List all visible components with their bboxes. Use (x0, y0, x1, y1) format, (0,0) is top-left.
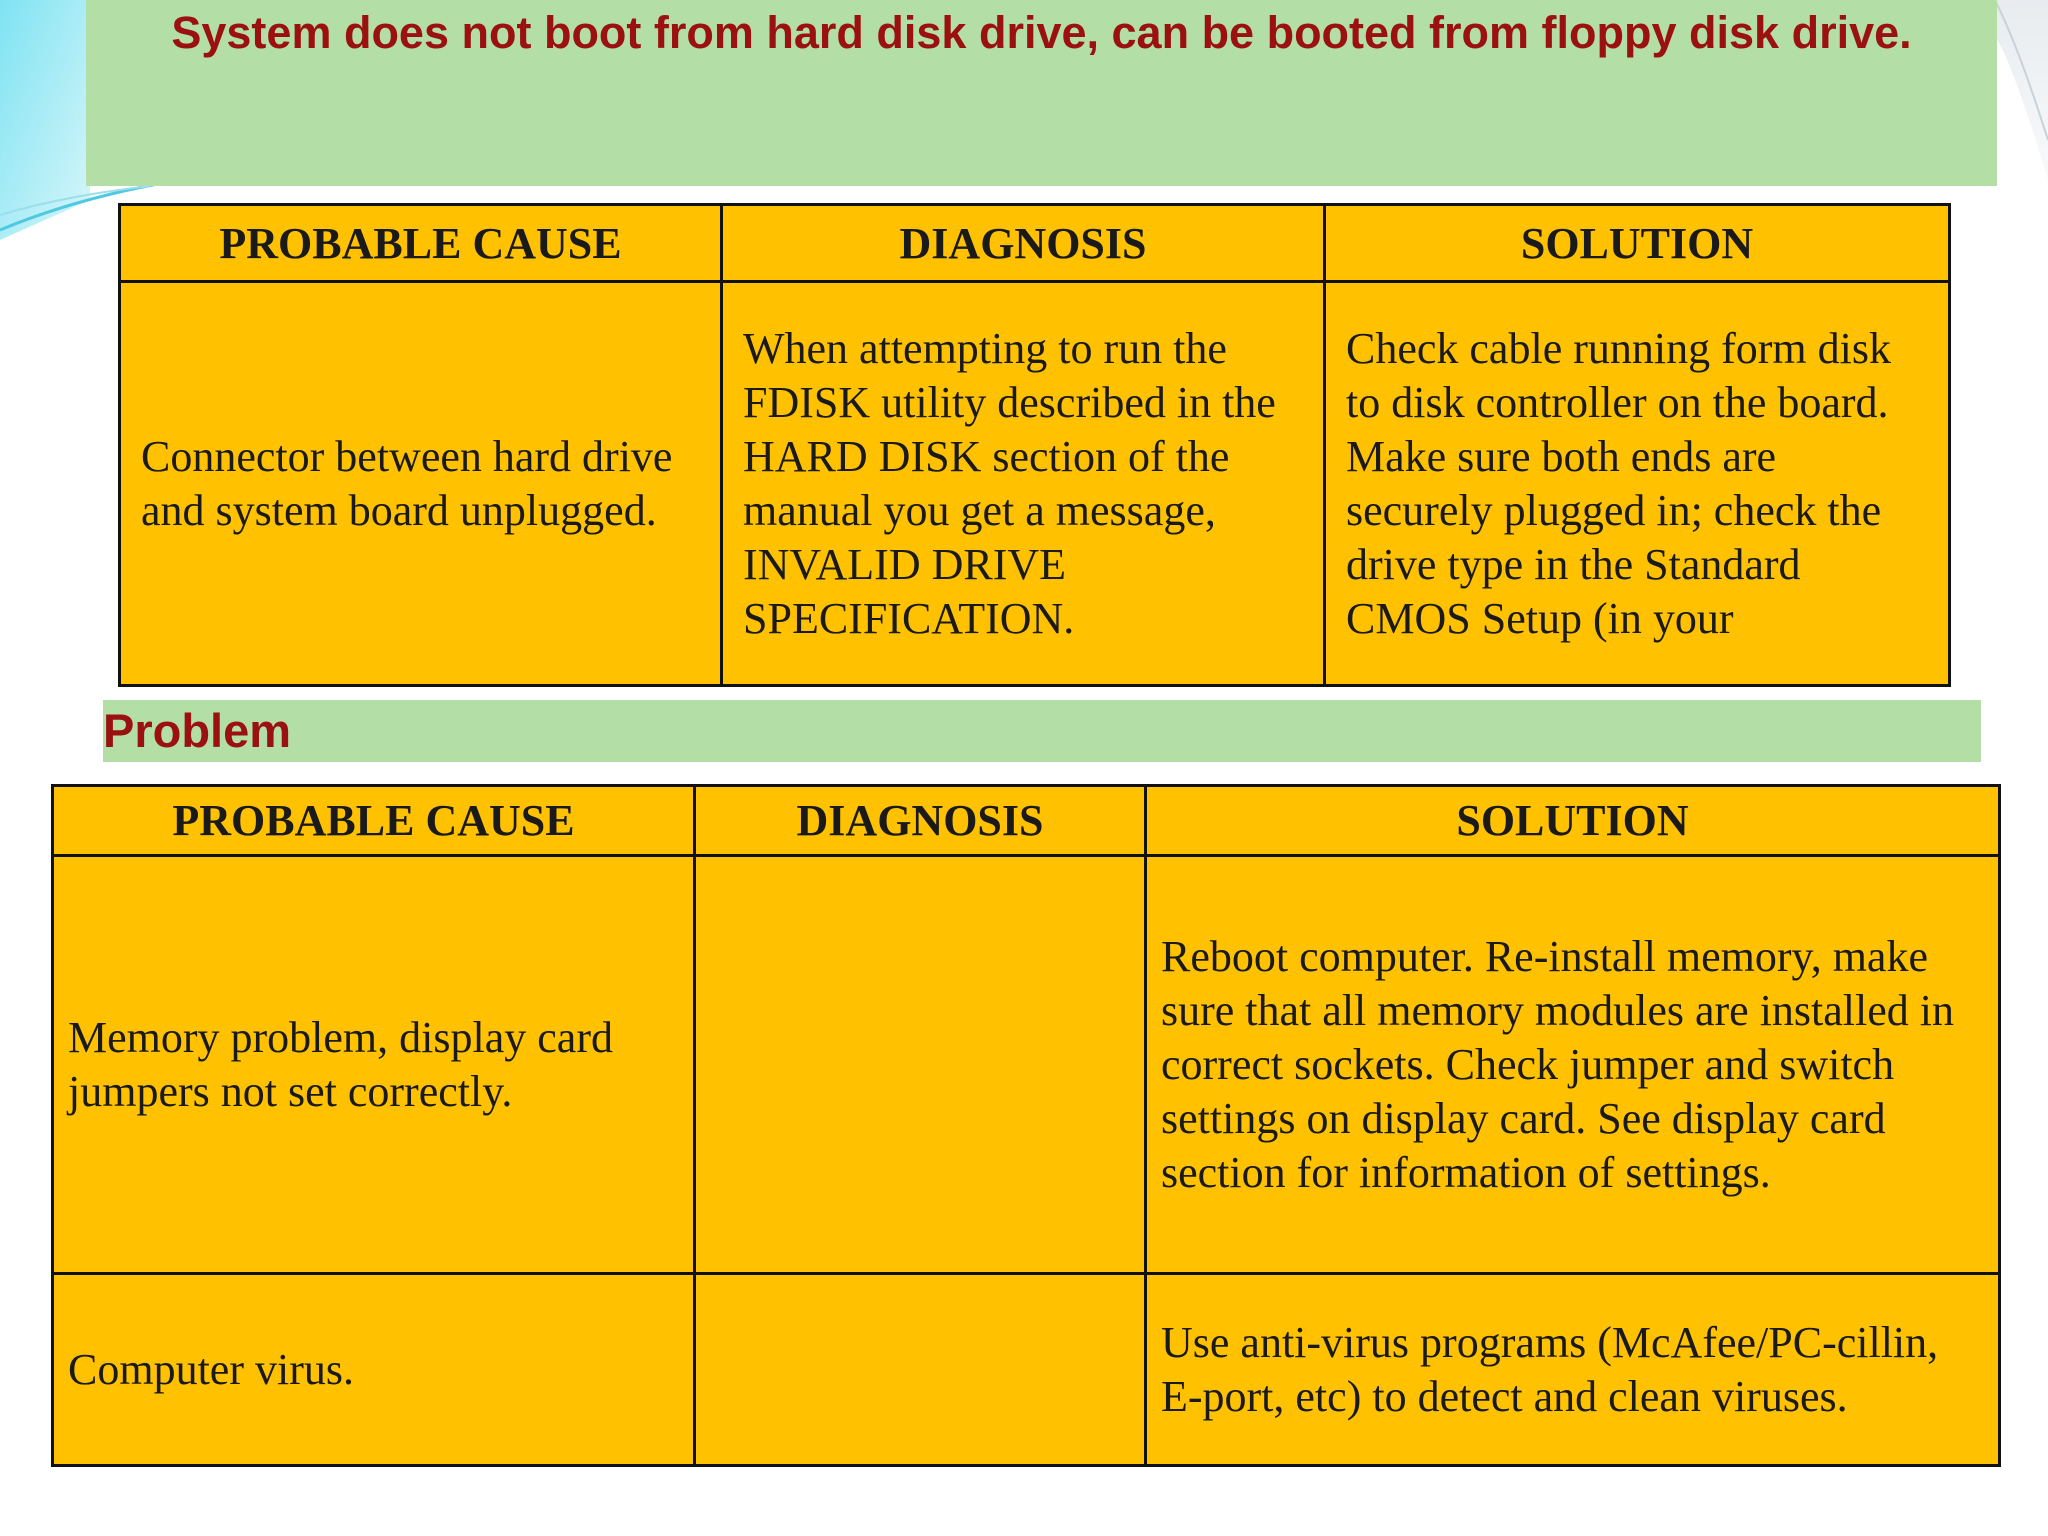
problem-banner (103, 700, 1981, 762)
cause-cell: Computer virus. (53, 1274, 695, 1466)
solution-cell: Check cable running form disk to disk controller on the board. Make sure both ends are securely plugged in; check the drive type in the Standard CMOS Setup (in your (1325, 282, 1950, 686)
cause-cell: Memory problem, display card jumpers not set correctly. (53, 856, 695, 1274)
diagnosis-cell (695, 856, 1146, 1274)
table-row (120, 282, 1950, 686)
diagnosis-cell (695, 1274, 1146, 1466)
table-row (53, 1274, 2000, 1466)
diagnosis-cell: When attempting to run the FDISK utility described in the HARD DISK section of the manual you get a message, INVALID DRIVE SPECIFICATION. (722, 282, 1325, 686)
solution-cell: Reboot computer. Re-install memory, make sure that all memory modules are installed in correct sockets. Check jumper and switch settings on display card. See display card section for information of settings. (1146, 856, 2000, 1274)
solution-cell: Use anti-virus programs (McAfee/PC-cillin, E-port, etc) to detect and clean viruses. (1146, 1274, 2000, 1466)
slide-title: System does not boot from hard disk drive, can be booted from floppy disk drive. (171, 7, 1912, 58)
header-solution: SOLUTION (1325, 205, 1950, 282)
troubleshooting-table-2 (51, 784, 2001, 1467)
cause-cell: Connector between hard drive and system board unplugged. (120, 282, 722, 686)
header-probable-cause: PROBABLE CAUSE (120, 205, 722, 282)
table-row (53, 856, 2000, 1274)
table-header-row (53, 786, 2000, 856)
table-header-row (120, 205, 1950, 282)
header-diagnosis: DIAGNOSIS (722, 205, 1325, 282)
header-solution: SOLUTION (1146, 786, 2000, 856)
troubleshooting-table-1 (118, 203, 1951, 687)
problem-heading: Problem (103, 704, 292, 757)
header-diagnosis: DIAGNOSIS (695, 786, 1146, 856)
header-probable-cause: PROBABLE CAUSE (53, 786, 695, 856)
title-banner (86, 0, 1997, 186)
